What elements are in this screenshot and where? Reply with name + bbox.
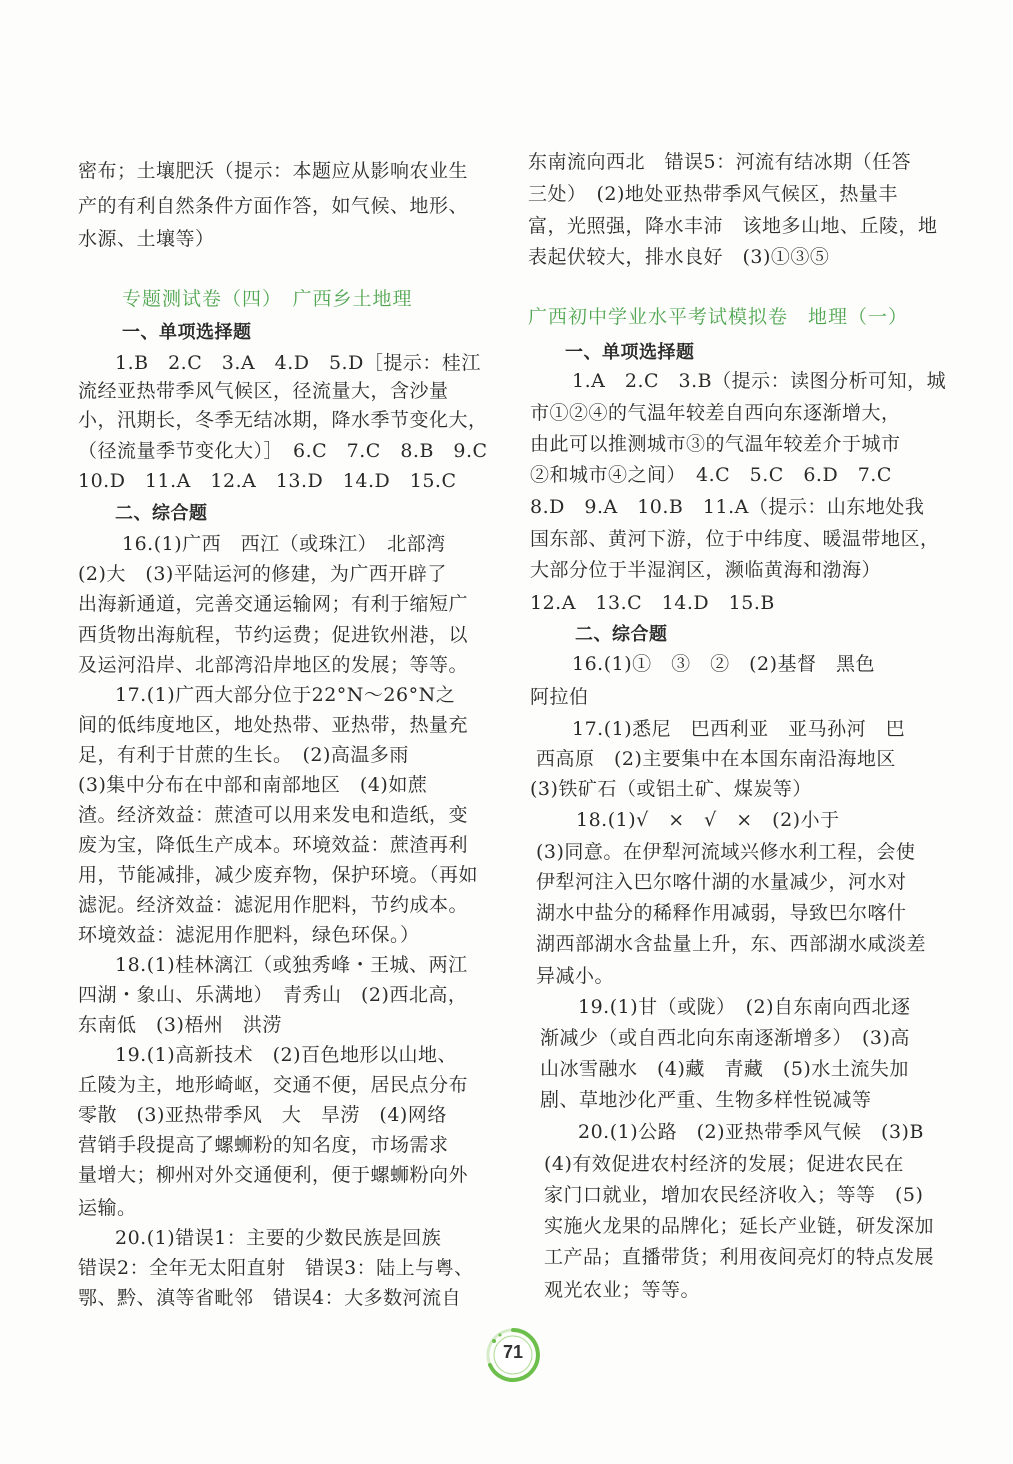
text-line: 三处） (2)地处亚热带季风气候区，热量丰	[528, 183, 898, 205]
section-heading: 专题测试卷（四） 广西乡土地理	[122, 288, 413, 310]
text-line: 及运河沿岸、北部湾沿岸地区的发展；等等。	[78, 654, 469, 676]
text-line: 市①②④的气温年较差自西向东逐渐增大，	[530, 402, 901, 424]
text-line: 19.(1)高新技术 (2)百色地形以山地、	[115, 1044, 458, 1066]
text-line: 东南低 (3)梧州 洪涝	[78, 1014, 282, 1036]
section-heading: 广西初中学业水平考试模拟卷 地理（一）	[528, 306, 909, 328]
text-line: (3)铁矿石（或铝土矿、煤炭等）	[530, 778, 812, 800]
text-line: 小，汛期长，冬季无结冰期，降水季节变化大，	[78, 409, 488, 431]
text-line: 东南流向西北 错误5：河流有结冰期（任答	[528, 151, 912, 173]
text-line: 1.B 2.C 3.A 4.D 5.D［提示：桂江	[115, 352, 481, 374]
text-line: 国东部、黄河下游，位于中纬度、暖温带地区，	[530, 528, 940, 550]
text-line: 16.(1)① ③ ② (2)基督 黑色	[572, 653, 876, 675]
text-line: (4)有效促进农村经济的发展；促进农民在	[544, 1153, 904, 1175]
text-line: 家门口就业，增加农民经济收入；等等 (5)	[544, 1184, 924, 1206]
text-line: 伊犁河注入巴尔喀什湖的水量减少，河水对	[536, 871, 907, 893]
text-line: 16.(1)广西 西江（或珠江） 北部湾	[122, 533, 446, 555]
text-line: 湖水中盐分的稀释作用减弱，导致巴尔喀什	[536, 902, 907, 924]
text-line: 足，有利于甘蔗的生长。 (2)高温多雨	[78, 744, 409, 766]
text-line: 流经亚热带季风气候区，径流量大，含沙量	[78, 380, 449, 402]
text-line: 阿拉伯	[530, 686, 589, 708]
text-line: 零散 (3)亚热带季风 大 旱涝 (4)网络	[78, 1104, 447, 1126]
text-line: 观光农业；等等。	[544, 1279, 701, 1301]
text-line: 18.(1)√ × √ × (2)小于	[576, 809, 840, 831]
text-line: （径流量季节变化大）］ 6.C 7.C 8.B 9.C	[78, 440, 488, 462]
text-line: 富，光照强，降水丰沛 该地多山地、丘陵，地	[528, 215, 938, 237]
text-line: 17.(1)广西大部分位于22°N～26°N之	[115, 684, 456, 706]
text-line: 量增大；柳州对外交通便利，便于螺蛳粉向外	[78, 1164, 469, 1186]
text-line: 18.(1)桂林漓江（或独秀峰・王城、两江	[115, 954, 468, 976]
text-line: 实施火龙果的品牌化；延长产业链，研发深加	[544, 1215, 935, 1237]
text-line: 8.D 9.A 10.B 11.A（提示：山东地处我	[530, 496, 925, 518]
text-line: 出海新通道，完善交通运输网；有利于缩短广	[78, 593, 469, 615]
text-line: 12.A 13.C 14.D 15.B	[530, 592, 775, 614]
subsection-heading: 二、综合题	[115, 503, 208, 524]
page-number: 71	[502, 1342, 524, 1362]
text-line: 山冰雪融水 (4)藏 青藏 (5)水土流失加	[540, 1058, 909, 1080]
text-line: 19.(1)甘（或陇） (2)自东南向西北逐	[578, 996, 911, 1018]
text-line: 产的有利自然条件方面作答，如气候、地形、	[78, 195, 469, 217]
text-line: 西货物出海航程，节约运费；促进钦州港，以	[78, 624, 469, 646]
text-line: 密布；土壤肥沃（提示：本题应从影响农业生	[78, 160, 469, 182]
subsection-heading: 二、综合题	[575, 624, 668, 645]
text-line: 20.(1)公路 (2)亚热带季风气候 (3)B	[578, 1121, 924, 1143]
text-line: 丘陵为主，地形崎岖，交通不便，居民点分布	[78, 1074, 469, 1096]
text-line: (2)大 (3)平陆运河的修建，为广西开辟了	[78, 563, 447, 585]
text-line: 废为宝，降低生产成本。环境效益：蔗渣再利	[78, 834, 469, 856]
text-line: (3)同意。在伊犁河流域兴修水利工程，会使	[536, 841, 916, 863]
text-line: 工产品；直播带货；利用夜间亮灯的特点发展	[544, 1246, 935, 1268]
text-line: 环境效益：滤泥用作肥料，绿色环保。）	[78, 924, 420, 946]
text-line: ②和城市④之间） 4.C 5.C 6.D 7.C	[530, 464, 892, 486]
text-line: 渐减少（或自西北向东南逐渐增多） (3)高	[540, 1027, 910, 1049]
text-line: 表起伏较大，排水良好 (3)①③⑤	[528, 246, 830, 268]
text-line: 1.A 2.C 3.B（提示：读图分析可知，城	[572, 370, 947, 392]
text-line: 四湖・象山、乐满地） 青秀山 (2)西北高，	[78, 984, 468, 1006]
text-line: 由此可以推测城市③的气温年较差介于城市	[530, 433, 901, 455]
text-line: 湖西部湖水含盐量上升，东、西部湖水咸淡差	[536, 933, 927, 955]
text-line: 运输。	[78, 1197, 137, 1219]
text-line: 10.D 11.A 12.A 13.D 14.D 15.C	[78, 470, 457, 492]
text-line: 西高原 (2)主要集中在本国东南沿海地区	[536, 748, 896, 770]
text-line: 鄂、黔、滇等省毗邻 错误4：大多数河流自	[78, 1287, 462, 1309]
text-line: 20.(1)错误1：主要的少数民族是回族	[115, 1227, 442, 1249]
text-line: 营销手段提高了螺蛳粉的知名度，市场需求	[78, 1134, 449, 1156]
text-line: 间的低纬度地区，地处热带、亚热带，热量充	[78, 714, 469, 736]
text-line: 17.(1)悉尼 巴西利亚 亚马孙河 巴	[572, 718, 906, 740]
page-number-badge	[484, 1327, 544, 1383]
text-line: (3)集中分布在中部和南部地区 (4)如蔗	[78, 774, 428, 796]
text-line: 滤泥。经济效益：滤泥用作肥料，节约成本。	[78, 894, 469, 916]
text-line: 用，节能减排，减少废弃物，保护环境。（再如	[78, 864, 479, 886]
text-line: 水源、土壤等）	[78, 228, 215, 250]
text-line: 渣。经济效益：蔗渣可以用来发电和造纸，变	[78, 804, 469, 826]
subsection-heading: 一、单项选择题	[565, 342, 695, 363]
subsection-heading: 一、单项选择题	[122, 322, 252, 343]
text-line: 剧、草地沙化严重、生物多样性锐减等	[540, 1089, 872, 1111]
text-line: 大部分位于半湿润区，濒临黄海和渤海）	[530, 559, 882, 581]
text-line: 错误2：全年无太阳直射 错误3：陆上与粤、	[78, 1257, 474, 1279]
text-line: 异减小。	[536, 965, 615, 987]
